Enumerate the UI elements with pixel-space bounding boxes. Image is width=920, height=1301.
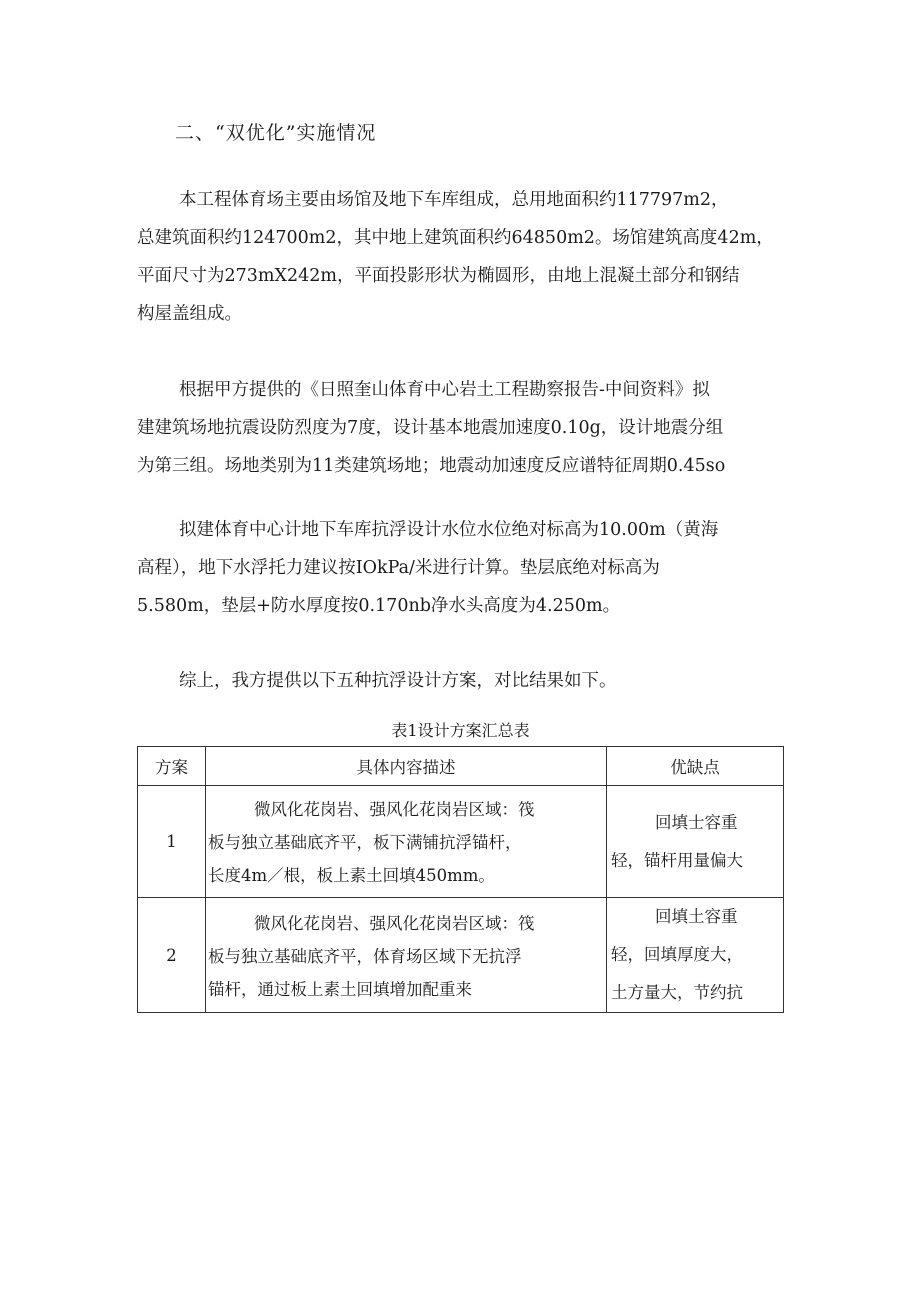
description-line: 板与独立基础底齐平，板下满铺抗浮锚杆，	[208, 833, 522, 852]
section-heading: 二、“双优化”实施情况	[175, 122, 377, 144]
pros-cons-line: 回填士容重	[655, 812, 738, 832]
paragraph-line: 综上，我方提供以下五种抗浮设计方案，对比结果如下。	[179, 671, 617, 691]
description-line: 长度4m／根，板上素土回填450mm。	[208, 866, 495, 885]
table-row	[138, 786, 784, 898]
paragraph-project-overview	[137, 181, 787, 333]
pros-cons-line: 轻，回填厚度大，	[611, 945, 743, 964]
paragraph-line: 高程），地下水浮托力建议按IOkPa/米进行计算。垫层底绝对标高为	[137, 558, 660, 578]
description-line: 锚杆，通过板上素土回填增加配重来	[208, 979, 472, 999]
paragraph-seismic	[137, 371, 787, 485]
scheme-number: 1	[138, 786, 206, 898]
paragraph-line: 根据甲方提供的《日照奎山体育中心岩土工程勘察报告-中间资料》拟	[179, 380, 710, 400]
pros-cons-line: 土方量大，节约抗	[611, 983, 743, 1002]
paragraph-line: 为第三组。场地类别为11类建筑场地；地震动加速度反应谱特征周期0.45so	[137, 456, 726, 476]
header-description: 具体内容描述	[206, 747, 607, 786]
scheme-pros-cons	[607, 786, 784, 898]
header-scheme: 方案	[138, 747, 206, 786]
description-line: 微风化花岗岩、强风化花岗岩区域：筏	[254, 800, 535, 819]
paragraph-line: 本工程体育场主要由场馆及地下车库组成，总用地面积约117797m2，	[179, 190, 729, 210]
description-line: 微风化花岗岩、强风化花岗岩区域：筏	[254, 913, 535, 933]
paragraph-summary	[137, 662, 787, 700]
header-pros-cons: 优缺点	[607, 747, 784, 786]
design-scheme-table	[137, 746, 784, 1013]
table-caption: 表1设计方案汇总表	[391, 721, 530, 740]
table-header-row	[138, 747, 784, 786]
scheme-description	[206, 898, 607, 1013]
pros-cons-line: 轻，锚杆用量偏大	[611, 850, 743, 870]
paragraph-line: 5.580m，垫层+防水厚度按0.170nb净水头高度为4.250m。	[137, 596, 621, 616]
scheme-pros-cons	[607, 898, 784, 1013]
scheme-number: 2	[138, 898, 206, 1013]
scheme-description	[206, 786, 607, 898]
paragraph-anti-floating	[137, 511, 787, 625]
description-line: 板与独立基础底齐平，体育场区域下无抗浮	[208, 946, 522, 966]
paragraph-line: 拟建体育中心计地下车库抗浮设计水位水位绝对标高为10.00m（黄海	[179, 520, 719, 540]
table-row	[138, 898, 784, 1013]
pros-cons-line: 回填土容重	[655, 907, 738, 926]
paragraph-line: 平面尺寸为273mX242m，平面投影形状为椭圆形，由地上混凝土部分和钢结	[137, 266, 740, 286]
paragraph-line: 构屋盖组成。	[137, 304, 242, 324]
paragraph-line: 建建筑场地抗震设防烈度为7度，设计基本地震加速度0.10g，设计地震分组	[137, 418, 724, 438]
paragraph-line: 总建筑面积约124700m2，其中地上建筑面积约64850m2。场馆建筑高度42m，	[137, 228, 774, 248]
